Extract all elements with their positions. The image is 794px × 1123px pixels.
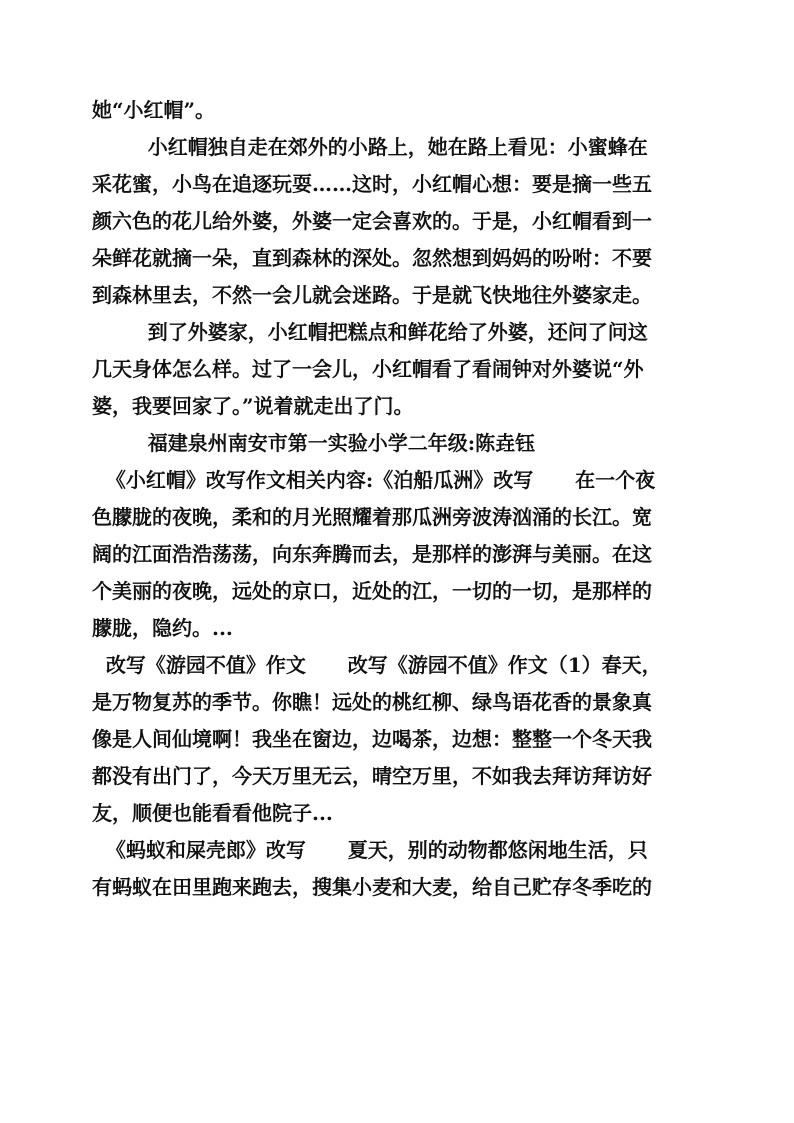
text-line: 有蚂蚁在田里跑来跑去，搜集小麦和大麦，给自己贮存冬季吃的 (92, 875, 652, 899)
text-line: 像是人间仙境啊！我坐在窗边，边喝茶，边想：整整一个冬天我 (92, 727, 652, 751)
related-title-line: 《小红帽》改写作文相关内容:《泊船瓜洲》改写 在一个夜 (92, 468, 656, 492)
related-title-line: 《蚂蚁和屎壳郎》改写 夏天，别的动物都悠闲地生活，只 (92, 838, 648, 862)
text-line: 朦胧，隐约。... (92, 616, 233, 640)
text-line: 颜六色的花儿给外婆，外婆一定会喜欢的。于是，小红帽看到一 (92, 209, 652, 233)
author-line: 福建泉州南安市第一实验小学二年级:陈垚钰 (92, 431, 536, 455)
text-line: 个美丽的夜晚，远处的京口，近处的江，一切的一切，是那样的 (92, 579, 652, 603)
text-line: 友，顺便也能看看他院子... (92, 801, 333, 825)
text-line: 色朦胧的夜晚，柔和的月光照耀着那瓜洲旁波涛汹涌的长江。宽 (92, 505, 652, 529)
text-line: 是万物复苏的季节。你瞧！远处的桃红柳、绿鸟语花香的景象真 (92, 690, 652, 714)
text-line: 她“小红帽”。 (92, 98, 216, 122)
text-line: 采花蜜，小鸟在追逐玩耍……这时，小红帽心想：要是摘一些五 (92, 172, 652, 196)
text-line: 朵鲜花就摘一朵，直到森林的深处。忽然想到妈妈的吩咐：不要 (92, 246, 652, 270)
text-line: 到森林里去，不然一会儿就会迷路。于是就飞快地往外婆家走。 (92, 283, 652, 307)
text-line: 婆，我要回家了。”说着就走出了门。 (92, 394, 414, 418)
document-body (92, 92, 700, 906)
text-line: 小红帽独自走在郊外的小路上，她在路上看见：小蜜蜂在 (92, 135, 648, 159)
text-line: 都没有出门了，今天万里无云，晴空万里，不如我去拜访拜访好 (92, 764, 652, 788)
text-line: 几天身体怎么样。过了一会儿，小红帽看了看闹钟对外婆说“外 (92, 357, 644, 381)
text-line: 到了外婆家，小红帽把糕点和鲜花给了外婆，还问了问这 (92, 320, 648, 344)
text-line: 阔的江面浩浩荡荡，向东奔腾而去，是那样的澎湃与美丽。在这 (92, 542, 652, 566)
related-title-line: 改写《游园不值》作文 改写《游园不值》作文（1）春天， (92, 653, 662, 677)
